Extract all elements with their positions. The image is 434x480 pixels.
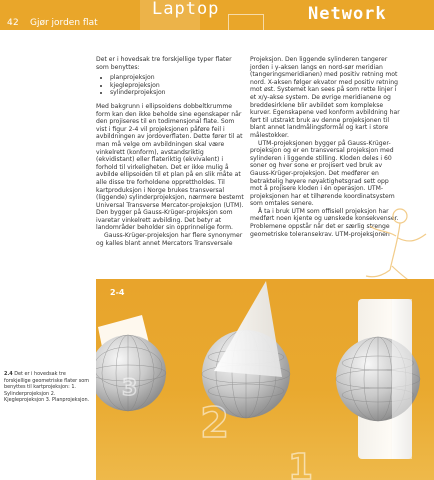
figure-projections [96,279,434,480]
page-header [0,0,434,30]
left-column [96,56,244,247]
logo-laptop: Laptop [152,0,220,19]
list-item: • planprojeksjon [110,74,244,82]
body-paragraph: UTM-projeksjonen bygger på Gauss-Krüger-projeksjon og er en transversal projeksjon med sylinderen i liggende stilling. Kloden deles i 60 soner og hver sone er projisert ved bruk av Gauss-Krüger-projeksjon. Det medfører en betraktelig høyere nøyaktighetsgrad sett opp mot å projisere kloden i én operasjon. UTM-projeksjonen har et tilhørende koordinatsystem som omtales senere. [250,139,395,208]
projection-list [96,74,244,97]
body-paragraph: Å ta i bruk UTM som offisiell projeksjon har medført noen kjente og uønskede konsekvenser. Problemene oppstår når det er særlig strenge geometriske toleransekrav. UTM-projeksjonen [250,207,399,238]
figure-number-2: 2 [200,398,230,447]
body-paragraph: Projeksjon. Den liggende sylinderen tangerer jorden i y-aksen langs en nord-sør meridian (tangeringsmeridianen) med positiv retning mot nord. X-aksen følger ekvator med positiv retning mot øst. Systemet kan sees på som rette linjer i et x/y-akse system. De øvrige meridianene og breddesirklene blir avbildet som komplekse kurver. Egenskapene ved konform avbildning har ført til utstrakt bruk av denne projeksjonen til blant annet landmålingsformål og kart i store målestokker. [250,56,400,139]
logo-network: Network [308,4,387,24]
figure-number-1: 1 [288,447,314,480]
list-item: • kjegleprojeksjon [110,82,244,90]
cylinder-projection-globe [336,299,420,459]
figure-number-3: 3 [122,376,138,401]
running-title: Gjør jorden flat [30,18,98,28]
figure-label: 2-4 [110,288,125,297]
decorative-figure-outline [360,200,434,290]
body-paragraph: Gauss-Krüger-projeksjon har flere synonymer og kalles blant annet Mercators Transversale [96,232,243,247]
body-paragraph: Med bakgrunn i ellipsoidens dobbeltkrumme form kan den ikke beholde sine egenskaper når den projiseres til en todimensjonal flate. Som vist i figur 2-4 vil projeksjonen påføre feil i avbildningen av jordoverflaten. Dette fører til at man må velge om avbildningen skal være vinkelrett (konform), avstandsriktig (ekvidistant) eller flateriktig (ekvivalent) i forhold til virkeligheten. Det er ikke mulig å avbilde ellipsoiden til et plan på en slik måte at alle disse tre forholdene opprettholdes. Til kartproduksjon i Norge brukes transversal (liggende) sylinderprojeksjon, nærmere bestemt Universal Transverse Mercator-projeksjon (UTM). Den bygger på Gauss-Krüger-projeksjon som ivaretar vinkelrett avbilding. Det betyr at landområder beholder sin opprinnelige form. [96,102,244,232]
page-number: 42 [7,18,20,28]
projection-illustration [96,279,434,480]
intro-text: Det er i hovedsak tre forskjellige typer flater som benyttes: [96,56,232,71]
figure-caption [4,371,92,404]
caption-text: Det er i hovedsak tre forskjellige geometriske flater som benyttes til kartprojeksjon: 1. Sylinderprojeksjon 2. Kjegleprojeksjon 3. Planprojeksjon. [4,371,90,404]
caption-number: 2.4 [4,371,13,377]
header-decoration-outline [228,14,264,30]
list-item: • sylinderprojeksjon [110,89,244,97]
